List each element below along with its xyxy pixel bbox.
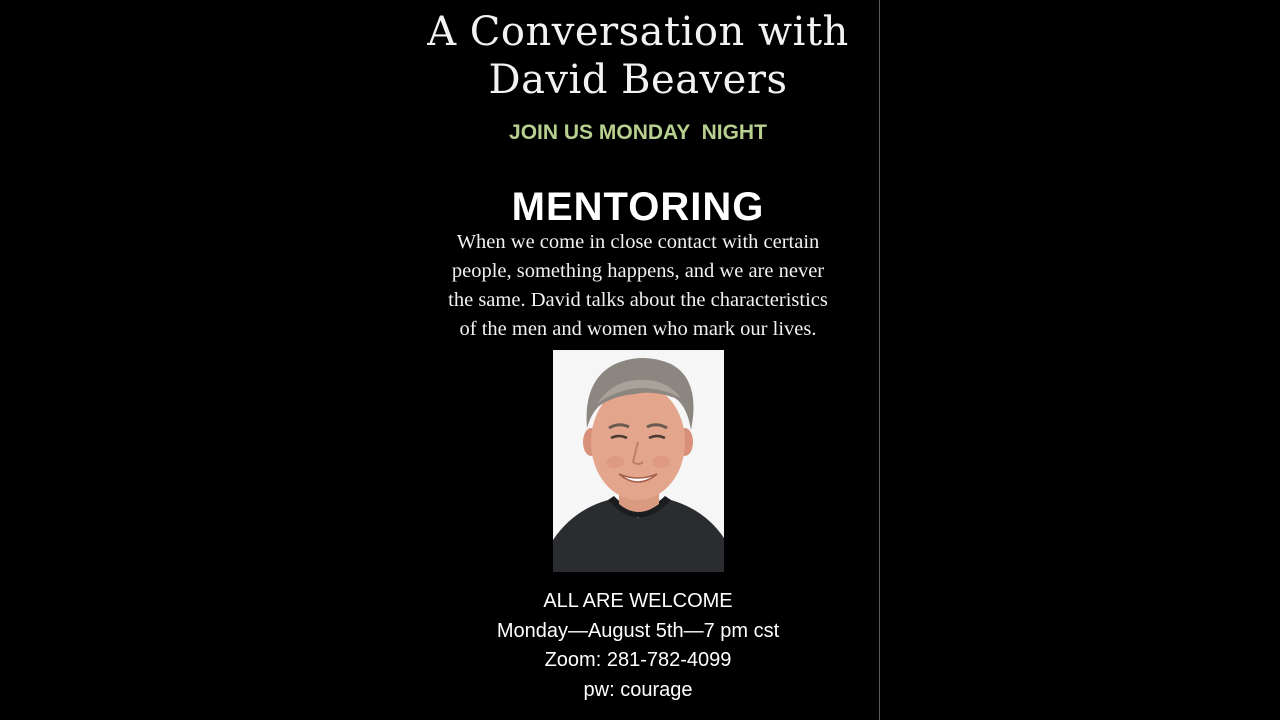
event-details (396, 587, 880, 705)
zoom-line: Zoom: 281-782-4099 (544, 649, 732, 671)
description-line: When we come in close contact with certain (456, 231, 820, 253)
title-line-1: A Conversation with (427, 9, 849, 55)
description-line: people, something happens, and we are never (451, 260, 825, 282)
event-subheading: JOIN US MONDAY NIGHT (509, 121, 767, 144)
description-line: the same. David talks about the characteristics (448, 289, 828, 311)
topic-description (396, 228, 880, 344)
title-line-2: David Beavers (488, 57, 788, 103)
welcome-line: ALL ARE WELCOME (543, 590, 733, 612)
date-time-line: Monday—August 5th—7 pm cst (496, 619, 780, 642)
event-poster (396, 0, 880, 720)
password-line: pw: courage (583, 678, 693, 701)
speaker-portrait-photo (553, 350, 724, 572)
topic-heading: MENTORING (511, 185, 765, 229)
description-line: of the men and women who mark our lives. (459, 318, 817, 340)
smiling-man-portrait-icon (553, 350, 724, 572)
poster-title (396, 8, 880, 104)
